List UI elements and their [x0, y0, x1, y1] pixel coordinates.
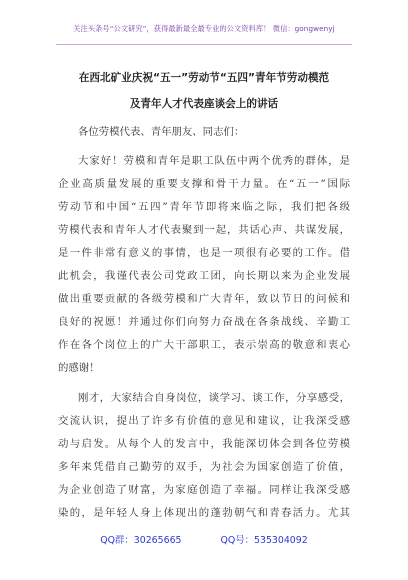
body-line: 的感谢！ — [58, 362, 100, 374]
body-line: 动与启发。从每个人的发言中，我能深切体会到各位劳模 — [58, 438, 350, 450]
body-line: 良好的祝愿！并通过你们向努力奋战在各条战线、辛勤工 — [58, 316, 350, 328]
footer-qq-number: QQ号：535304092 — [220, 535, 308, 546]
body-line: 刚才，大家结合自身岗位，谈学习、谈工作，分享感受， — [78, 392, 350, 404]
footer-qq-group: QQ群：30265665 — [100, 535, 182, 546]
body-line: 是一件非常有意义的事情，也是一项很有必要的工作。借 — [58, 247, 350, 259]
body-line: 染的，是年轻人身上体现出的蓬勃朝气和青春活力。尤其 — [58, 507, 350, 519]
header-notice: 关注头条号“公文研究”，获得最新最全最专业的公文资料库！ 微信：gongwenyj — [73, 24, 335, 33]
speech-title-line-1: 在西北矿业庆祝“五一”劳动节“五四”青年节劳动模范 — [78, 72, 330, 84]
body-line: 交流认识，提出了许多有价值的意见和建议，让我深受感 — [58, 415, 350, 427]
body-line: 作在各个岗位上的广大干部职工，表示崇高的敬意和衷心 — [58, 339, 350, 351]
body-line: 此机会，我谨代表公司党政工团，向长期以来为企业发展 — [58, 270, 350, 282]
body-line: 为企业创造了财富，为家庭创造了幸福。同样让我深受感 — [58, 484, 350, 496]
salutation-line: 各位劳模代表、青年朋友、同志们： — [78, 126, 245, 138]
header-divider — [56, 44, 352, 45]
speech-title-line-2: 及青年人才代表座谈会上的讲话 — [129, 98, 279, 110]
body-line: 做出重要贡献的各级劳模和广大青年，致以节日的问候和 — [58, 293, 350, 305]
body-line: 劳模代表和青年人才代表聚到一起，共话心声、共谋发展， — [58, 224, 350, 236]
body-line: 企业高质量发展的重要支撑和骨干力量。在“五一”国际 — [58, 178, 350, 190]
footer-contact — [0, 532, 408, 546]
body-line: 劳动节和中国“五四”青年节即将来临之际，我们把各级 — [58, 201, 350, 213]
body-line: 大家好！劳模和青年是职工队伍中两个优秀的群体，是 — [78, 155, 350, 167]
body-line: 多年来凭借自己勤劳的双手，为社会为国家创造了价值， — [58, 461, 350, 473]
